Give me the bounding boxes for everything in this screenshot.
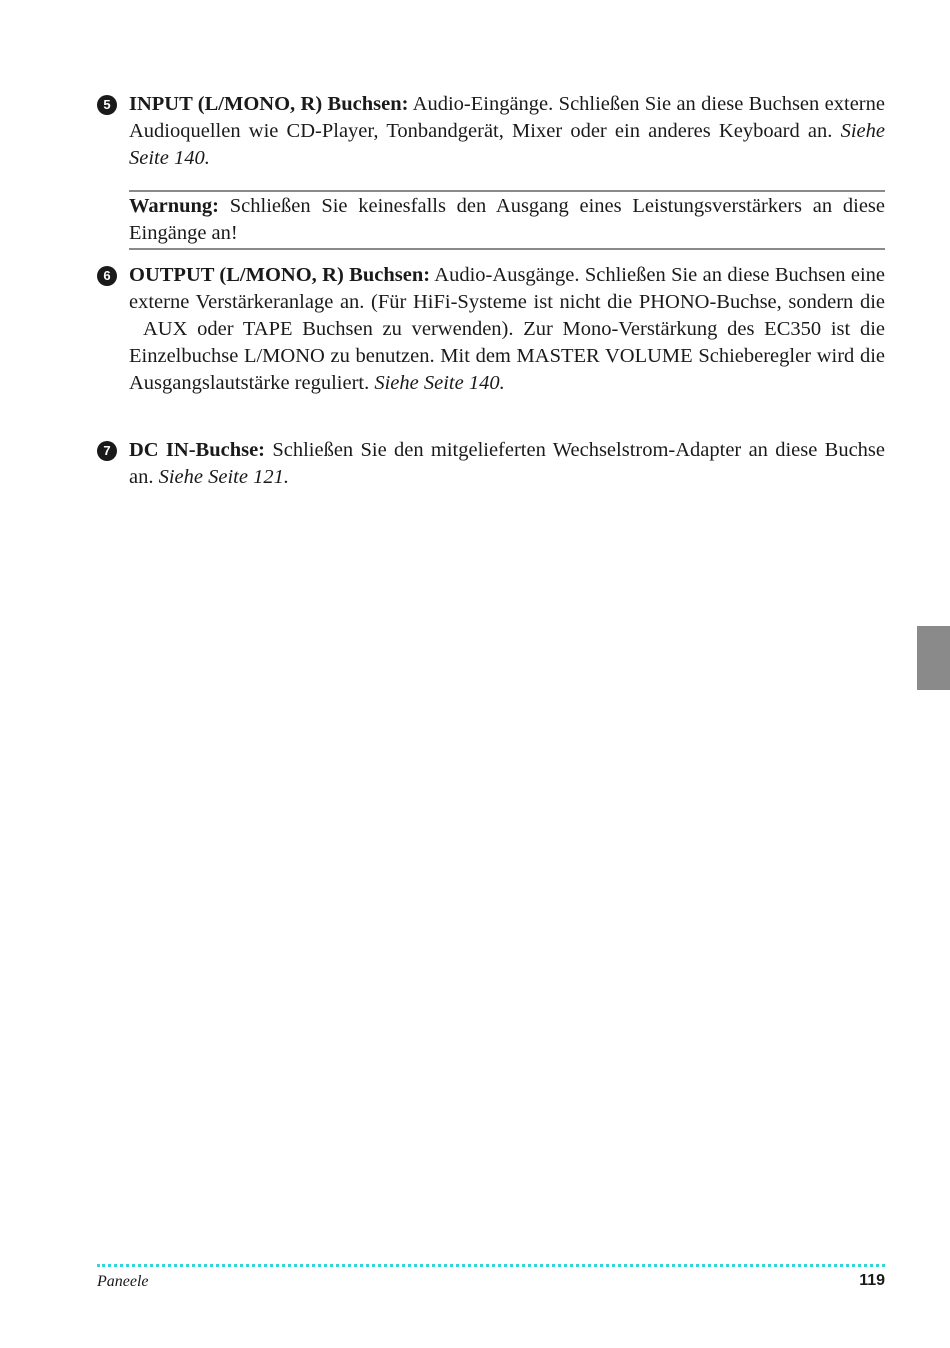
item-description: [129, 262, 885, 397]
section-thumb-tab: [917, 626, 950, 690]
warning-box: [129, 190, 885, 250]
footer-divider: [97, 1264, 885, 1267]
item-description: [129, 437, 885, 491]
item-description: [129, 91, 885, 172]
page-reference: Siehe Seite 121.: [158, 466, 289, 488]
item-output-buchsen: [97, 262, 885, 397]
item-text-continued: AUX oder TAPE Buchsen zu verwenden). Zur Mono-Verstärkung des EC350 ist die Einzelbuchse L/MONO zu benutzen. Mit dem MASTER VOLUME Schieberegler wird die Ausgangslautstärke reguliert.: [129, 318, 885, 394]
page-number: 119: [859, 1272, 885, 1289]
item-term: INPUT (L/MONO, R) Buchsen:: [129, 93, 409, 115]
warning-label: Warnung:: [129, 195, 219, 217]
item-term: DC IN-Buchse:: [129, 439, 266, 461]
item-dc-in-buchse: [97, 437, 885, 491]
item-number-badge: 5: [97, 95, 117, 115]
footer-section-title: Paneele: [97, 1273, 149, 1290]
warning-text: Schließen Sie keinesfalls den Ausgang eines Leistungsverstärkers an diese Eingänge an!: [129, 195, 885, 244]
item-text: Schließen Sie den mitgelieferten Wechselstrom-Adapter an diese Buchse an.: [129, 439, 886, 488]
item-text: Audio-Eingänge. Schließen Sie an diese Buchsen externe Audioquellen wie CD-Player, Tonbandgerät, Mixer oder ein anderes Keyboard an.: [129, 93, 885, 142]
item-text: Audio-Ausgänge. Schließen Sie an diese Buchsen eine externe Verstärkeranlage an. (Für HiFi-Systeme ist nicht die PHONO-Buchse, sondern die: [129, 264, 885, 313]
page-reference: Siehe Seite 140.: [129, 120, 885, 169]
page-reference: Siehe Seite 140.: [374, 372, 505, 394]
item-input-buchsen: [97, 91, 885, 172]
item-number-badge: 7: [97, 441, 117, 461]
item-number-badge: 6: [97, 266, 117, 286]
item-term: OUTPUT (L/MONO, R) Buchsen:: [129, 264, 431, 286]
